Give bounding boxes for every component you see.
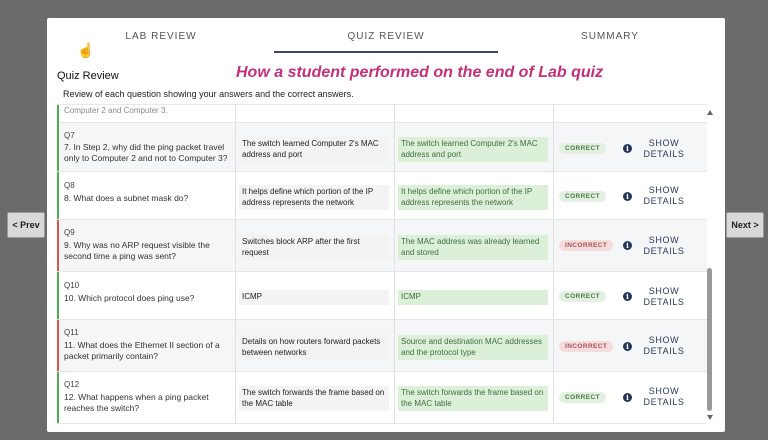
column-divider	[394, 172, 395, 219]
column-divider	[235, 123, 236, 171]
column-divider	[235, 220, 236, 271]
active-tab-indicator	[274, 51, 498, 53]
show-details-button[interactable]: SHOW DETAILS	[643, 138, 685, 159]
annotation-caption: How a student performed on the end of Lab quiz	[236, 64, 604, 81]
tab-bar	[47, 18, 725, 56]
prev-button[interactable]: < Prev	[7, 212, 45, 238]
column-divider	[553, 372, 554, 423]
status-badge: CORRECT	[559, 392, 606, 403]
tab-quiz-review[interactable]: QUIZ REVIEW	[347, 31, 425, 42]
question-id: Q9	[64, 228, 75, 237]
column-divider	[553, 172, 554, 219]
question-id: Q12	[64, 380, 80, 389]
question-id: Q7	[64, 131, 75, 140]
your-answer: The switch forwards the frame based on the MAC table	[239, 386, 389, 411]
info-icon[interactable]: i	[623, 192, 632, 201]
status-badge: CORRECT	[559, 291, 606, 302]
status-bar	[57, 123, 59, 171]
correct-answer: The switch learned Computer 2's MAC address and port	[398, 137, 548, 162]
correct-answer: The MAC address was already learned and stored	[398, 235, 548, 260]
show-details-button[interactable]: SHOW DETAILS	[643, 185, 685, 206]
tab-lab-review[interactable]: LAB REVIEW	[125, 31, 197, 42]
quiz-review-modal	[47, 18, 725, 432]
column-divider	[235, 172, 236, 219]
question-text: 8. What does a subnet mask do?	[64, 193, 189, 203]
table-row	[57, 105, 707, 123]
show-details-button[interactable]: SHOW DETAILS	[643, 386, 685, 407]
your-answer: ICMP	[239, 290, 389, 305]
column-divider	[394, 220, 395, 271]
correct-answer: The switch forwards the frame based on the MAC table	[398, 386, 548, 411]
your-answer: Switches block ARP after the first request	[239, 235, 389, 260]
table-row	[57, 272, 707, 320]
status-bar	[57, 172, 59, 219]
next-button[interactable]: Next >	[726, 212, 764, 238]
section-title: Quiz Review	[57, 70, 119, 82]
status-badge: INCORRECT	[559, 240, 613, 251]
your-answer: The switch learned Computer 2's MAC address and port	[239, 137, 389, 162]
show-details-button[interactable]: SHOW DETAILS	[643, 286, 685, 307]
question-text: 11. What does the Ethernet II section of a packet primarily contain?	[64, 340, 220, 361]
column-divider	[553, 272, 554, 319]
question-text: 7. In Step 2, why did the ping packet travel only to Computer 2 and not to Computer 3?	[64, 142, 228, 163]
column-divider	[553, 220, 554, 271]
column-divider	[553, 123, 554, 171]
column-divider	[553, 320, 554, 371]
column-divider	[235, 320, 236, 371]
correct-answer: Source and destination MAC addresses and the protocol type	[398, 335, 548, 360]
show-details-button[interactable]: SHOW DETAILS	[643, 235, 685, 256]
question-id: Q10	[64, 281, 80, 290]
question-text: Computer 2 and Computer 3.	[64, 106, 168, 115]
status-badge: INCORRECT	[559, 341, 613, 352]
correct-answer: ICMP	[398, 290, 548, 305]
hand-cursor-icon: ☝	[77, 42, 95, 58]
status-bar	[57, 105, 59, 123]
scrollbar-thumb[interactable]	[707, 268, 712, 411]
column-divider	[235, 105, 236, 122]
info-icon[interactable]: i	[623, 241, 632, 250]
column-divider	[235, 272, 236, 319]
show-details-button[interactable]: SHOW DETAILS	[643, 335, 685, 356]
your-answer: It helps define which portion of the IP address represents the network	[239, 185, 389, 210]
question-text: 12. What happens when a ping packet reaches the switch?	[64, 392, 209, 413]
page-subtitle: Review of each question showing your answers and the correct answers.	[63, 89, 354, 99]
status-badge: CORRECT	[559, 143, 606, 154]
your-answer: Details on how routers forward packets between networks	[239, 335, 389, 360]
scroll-down-arrow-icon[interactable]	[707, 415, 713, 420]
scrollbar[interactable]	[707, 110, 715, 422]
status-bar	[57, 320, 59, 371]
table-row	[57, 320, 707, 372]
column-divider	[394, 320, 395, 371]
column-divider	[394, 372, 395, 423]
review-table[interactable]	[57, 104, 707, 426]
question-text: 9. Why was no ARP request visible the second time a ping was sent?	[64, 240, 210, 261]
status-bar	[57, 220, 59, 271]
question-id: Q8	[64, 181, 75, 190]
column-divider	[394, 105, 395, 122]
tab-summary[interactable]: SUMMARY	[581, 31, 639, 42]
status-badge: CORRECT	[559, 191, 606, 202]
info-icon[interactable]: i	[623, 393, 632, 402]
correct-answer: It helps define which portion of the IP address represents the network	[398, 185, 548, 210]
info-icon[interactable]: i	[623, 292, 632, 301]
table-row	[57, 172, 707, 220]
info-icon[interactable]: i	[623, 342, 632, 351]
status-bar	[57, 372, 59, 423]
table-row	[57, 220, 707, 272]
column-divider	[394, 123, 395, 171]
column-divider	[553, 105, 554, 122]
column-divider	[394, 272, 395, 319]
status-bar	[57, 272, 59, 319]
table-row	[57, 123, 707, 172]
question-text: 10. Which protocol does ping use?	[64, 293, 195, 303]
question-id: Q11	[64, 328, 79, 337]
column-divider	[235, 372, 236, 423]
info-icon[interactable]: i	[623, 144, 632, 153]
scroll-up-arrow-icon[interactable]	[707, 110, 713, 115]
table-row	[57, 372, 707, 424]
